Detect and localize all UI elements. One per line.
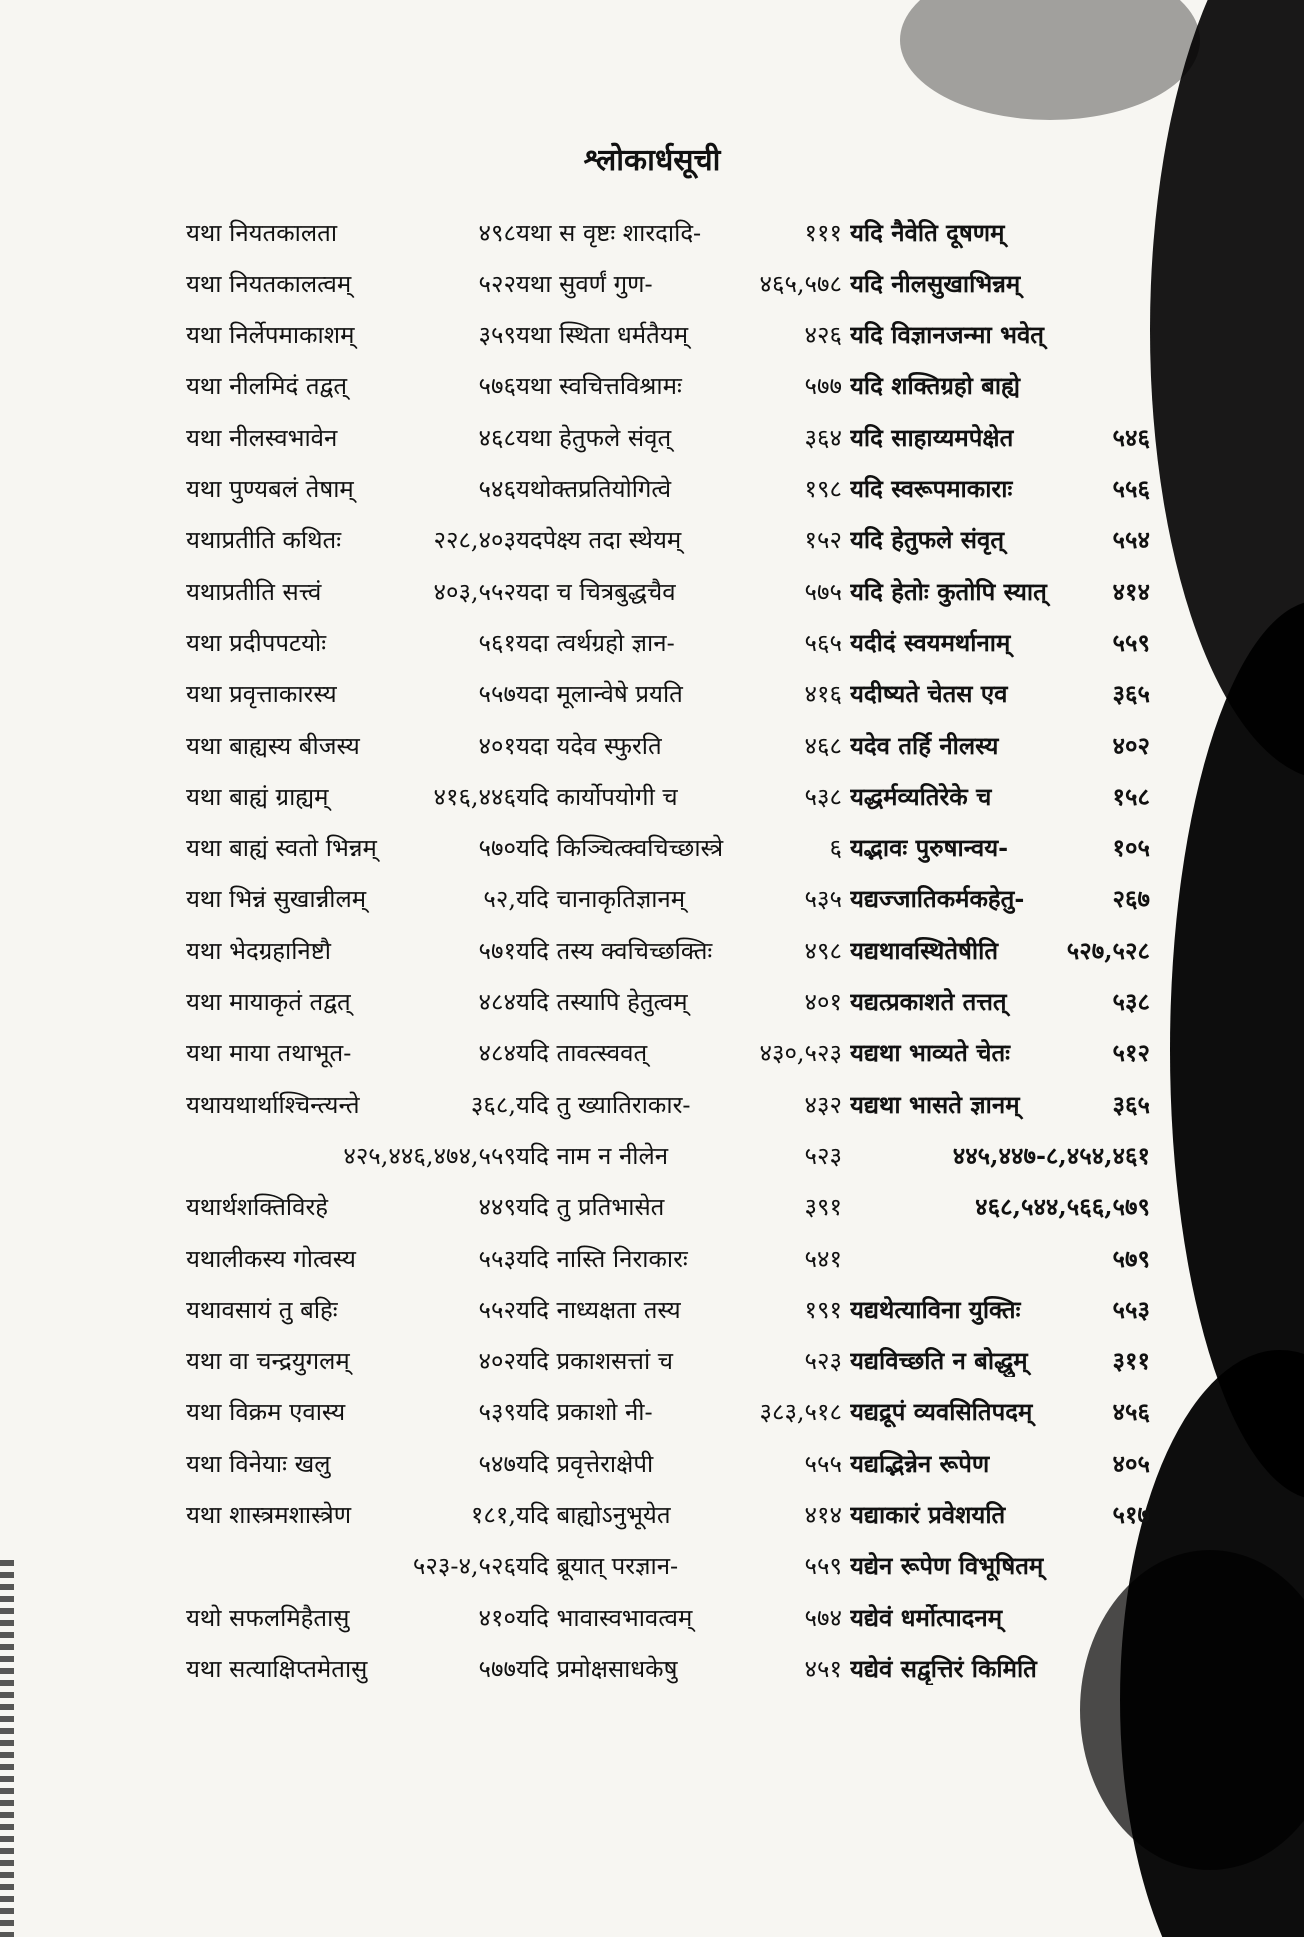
- scan-shadow: [900, 0, 1200, 120]
- entry-term: यद्येवं धर्मोत्पादनम्: [850, 1602, 1003, 1632]
- entry-page-number: ४५१: [804, 1654, 842, 1683]
- index-entry: [516, 1493, 842, 1537]
- entry-term: यदि नीलसुखाभिन्नम्: [850, 268, 1021, 298]
- entry-term: यद्यज्जातिकर्मकहेतु-: [850, 884, 1025, 914]
- entry-term: यथोक्तप्रतियोगित्वे: [516, 475, 672, 503]
- index-entry: [850, 467, 1150, 511]
- index-entry: [850, 1595, 1150, 1639]
- entry-term: यथा स वृष्टः शारदादि-: [516, 218, 702, 247]
- entry-page-number: ४४९: [478, 1193, 516, 1222]
- entry-page-number: ६: [829, 834, 842, 863]
- entry-page-number: १५८: [1112, 781, 1150, 811]
- entry-page-number: ४१४: [804, 1501, 842, 1529]
- index-entry: [516, 210, 842, 254]
- entry-page-number: ५५९: [1112, 627, 1150, 657]
- index-entry: [850, 620, 1150, 664]
- entry-page-number: ५२७,५२८: [1066, 935, 1150, 965]
- entry-term: यदि हेतोः कुतोपि स्यात्: [850, 576, 1047, 606]
- index-entry: [516, 1441, 842, 1485]
- entry-term: यथा भेदग्रहानिष्टौ: [186, 936, 331, 965]
- entry-term: यद्भावः पुरुषान्वय-: [850, 833, 1009, 863]
- index-entry: [186, 980, 516, 1024]
- entry-page-number: १११: [804, 218, 842, 247]
- entry-term: यदा यदेव स्फुरति: [516, 731, 662, 760]
- entry-page-number: ५५३: [478, 1244, 516, 1273]
- entry-page-number: १९१: [804, 1295, 842, 1324]
- index-entry: [850, 1339, 1150, 1383]
- index-entry: [850, 569, 1150, 613]
- index-entry: [850, 1390, 1150, 1434]
- entry-term: यदि तु ख्यातिराकार-: [516, 1090, 691, 1119]
- entry-term: यदि तावत्स्ववत्: [516, 1039, 648, 1068]
- entry-page-number: १०५: [1112, 833, 1150, 863]
- entry-page-number: ५३९: [478, 1398, 516, 1427]
- index-entry: [186, 210, 516, 254]
- index-entry: [516, 928, 842, 972]
- entry-page-number: ४३०,५२३: [759, 1039, 842, 1068]
- index-entry: [516, 1287, 842, 1331]
- entry-term: यद्यथा भासते ज्ञानम्: [850, 1089, 1020, 1119]
- entry-page-number: ५४७: [478, 1449, 516, 1478]
- entry-page-number: ४८४: [478, 988, 516, 1016]
- entry-page-number: ५७९: [1112, 1243, 1150, 1273]
- entry-term: यदि नाध्यक्षता तस्य: [516, 1295, 681, 1324]
- index-entry: [516, 1185, 842, 1229]
- entry-page-number: ५१२: [1112, 1038, 1150, 1068]
- index-entry: [850, 261, 1150, 305]
- scan-edge: [0, 1560, 14, 1937]
- entry-page-number: ५५२: [478, 1295, 516, 1324]
- index-entry: [186, 518, 516, 562]
- entry-term: यदि भावास्वभावत्वम्: [516, 1603, 693, 1632]
- entry-term: यथा वा चन्द्रयुगलम्: [186, 1347, 350, 1376]
- index-entry: [516, 620, 842, 664]
- entry-page-number: ४४५,४४७-८,४५४,४६१: [952, 1140, 1150, 1170]
- index-entry: [516, 877, 842, 921]
- index-entry: [850, 826, 1150, 870]
- index-entry: [186, 723, 516, 767]
- entry-page-number: ३११: [1112, 1346, 1150, 1376]
- entry-page-number: ५५५: [804, 1449, 842, 1478]
- entry-page-number: ४३२: [804, 1090, 842, 1119]
- index-entry: [516, 569, 842, 613]
- entry-term: यदि कार्योपयोगी च: [516, 782, 678, 811]
- entry-page-number: ४०३,५५२: [433, 577, 516, 606]
- index-entry: [850, 518, 1150, 562]
- entry-page-number: ५२३: [804, 1347, 842, 1376]
- entry-page-number: ४२५,४४६,४७४,५५९: [343, 1141, 516, 1170]
- entry-term: यदा मूलान्वेषे प्रयति: [516, 680, 683, 709]
- entry-term: यथा प्रवृत्ताकारस्य: [186, 680, 337, 709]
- index-entry: [186, 1493, 516, 1537]
- index-entry: [186, 1339, 516, 1383]
- index-entry: [186, 415, 516, 459]
- index-entry: [186, 826, 516, 870]
- index-entry: [516, 1646, 842, 1690]
- entry-page-number: ४०१: [804, 988, 842, 1016]
- index-entry: [186, 620, 516, 664]
- page-title: श्लोकार्धसूची: [583, 143, 721, 178]
- index-entry: [850, 313, 1150, 357]
- index-entry: [186, 261, 516, 305]
- index-entry: [850, 980, 1150, 1024]
- entry-page-number: ५५४: [1112, 525, 1150, 555]
- entry-page-number: ३६८,: [470, 1090, 516, 1119]
- entry-page-number: ५५७: [478, 680, 516, 709]
- index-entry: [516, 980, 842, 1024]
- entry-term: यद्यविच्छति न बोद्धुम्: [850, 1346, 1028, 1376]
- index-entry: [186, 467, 516, 511]
- entry-page-number: ५५३: [1112, 1294, 1150, 1324]
- entry-page-number: ५५६: [1112, 474, 1150, 503]
- entry-term: यद्यथावस्थितेषीति: [850, 935, 999, 965]
- index-entry: [850, 1441, 1150, 1485]
- index-entry: [516, 261, 842, 305]
- index-entry: [186, 1390, 516, 1434]
- entry-term: यदि किञ्चित्क्वचिच्छास्त्रे: [516, 834, 724, 863]
- entry-term: यदि हेतुफले संवृत्: [850, 525, 1005, 555]
- entry-page-number: ५३८: [804, 782, 842, 811]
- entry-term: यथा स्वचित्तविश्रामः: [516, 372, 682, 401]
- index-entry: [186, 1441, 516, 1485]
- index-entry: [850, 1236, 1150, 1280]
- index-entry: [186, 1287, 516, 1331]
- entry-term: यथा सुवर्णं गुण-: [516, 269, 653, 298]
- entry-term: यदि विज्ञानजन्मा भवेत्: [850, 320, 1044, 350]
- entry-term: यथा बाह्यस्य बीजस्य: [186, 731, 360, 760]
- index-entry: [516, 1390, 842, 1434]
- entry-term: यद्यद्भिन्नेन रूपेण: [850, 1448, 990, 1478]
- entry-term: यथा विक्रम एवास्य: [186, 1398, 346, 1427]
- entry-page-number: ५७०: [478, 834, 516, 863]
- index-entry: [850, 672, 1150, 716]
- entry-page-number: ४१०: [478, 1603, 516, 1632]
- entry-term: यथा बाह्यं स्वतो भिन्नम्: [186, 834, 377, 863]
- entry-page-number: ५७४: [804, 1603, 842, 1632]
- entry-term: यथा माया तथाभूत-: [186, 1039, 352, 1068]
- entry-page-number: ५७७: [478, 1654, 516, 1683]
- entry-term: यदि साहाय्यमपेक्षेत: [850, 422, 1014, 452]
- index-entry: [850, 1031, 1150, 1075]
- entry-term: यथालीकस्य गोत्वस्य: [186, 1244, 356, 1273]
- entry-term: यदीदं स्वयमर्थानाम्: [850, 627, 1011, 657]
- index-entry: [850, 774, 1150, 818]
- entry-page-number: ५६५: [804, 628, 842, 657]
- index-entry: [186, 1185, 516, 1229]
- entry-term: यथा नीलस्वभावेन: [186, 423, 338, 452]
- index-entry: [850, 415, 1150, 459]
- index-entry: [516, 1133, 842, 1177]
- entry-term: यदा त्वर्थग्रहो ज्ञान-: [516, 628, 675, 657]
- entry-term: यथा निर्लेपमाकाशम्: [186, 321, 355, 350]
- entry-page-number: ५२३: [804, 1141, 842, 1170]
- entry-page-number: ५५९: [804, 1552, 842, 1581]
- entry-page-number: ५७७: [804, 372, 842, 401]
- entry-term: यद्यद्रूपं व्यवसितिपदम्: [850, 1397, 1033, 1427]
- index-entry: [186, 928, 516, 972]
- entry-page-number: ४५६: [1112, 1397, 1150, 1427]
- index-entry: [850, 364, 1150, 408]
- entry-term: यद्यथेत्याविना युक्तिः: [850, 1294, 1021, 1324]
- index-entry: [186, 1082, 516, 1126]
- entry-page-number: ४६८,५४४,५६६,५७९: [975, 1192, 1150, 1222]
- entry-term: यथा मायाकृतं तद्वत्: [186, 988, 351, 1016]
- index-entry: [186, 1133, 516, 1177]
- entry-term: यदेव तर्हि नीलस्य: [850, 730, 999, 760]
- index-entry: [186, 1544, 516, 1588]
- entry-page-number: ५४६: [478, 475, 516, 503]
- entry-term: यदि तस्य क्वचिच्छक्तिः: [516, 936, 713, 965]
- index-entry: [516, 723, 842, 767]
- entry-term: यदा च चित्रबुद्धचैव: [516, 577, 676, 606]
- entry-term: यदि ब्रूयात् परज्ञान-: [516, 1552, 679, 1581]
- entry-term: यथा हेतुफले संवृत्: [516, 423, 672, 452]
- entry-page-number: ४०१: [478, 731, 516, 760]
- entry-page-number: ५१७: [1112, 1500, 1150, 1529]
- entry-term: यद्येवं सद्वृत्तिरं किमिति: [850, 1653, 1037, 1683]
- index-entry: [186, 877, 516, 921]
- entry-term: यथो सफलमिहैतासु: [186, 1603, 350, 1632]
- index-entry: [516, 1595, 842, 1639]
- index-entry: [516, 1236, 842, 1280]
- entry-term: यदि प्रकाशो नी-: [516, 1398, 653, 1427]
- entry-page-number: ४१४: [1112, 576, 1150, 606]
- entry-page-number: ५३८: [1112, 987, 1150, 1016]
- index-entry: [850, 1544, 1150, 1588]
- entry-page-number: ५३५: [804, 885, 842, 914]
- entry-term: यद्यथा भाव्यते चेतः: [850, 1038, 1010, 1068]
- entry-page-number: ३६५: [1112, 679, 1150, 709]
- index-entry: [850, 1493, 1150, 1537]
- index-entry: [516, 364, 842, 408]
- entry-term: यथा स्थिता धर्मतैयम्: [516, 321, 689, 350]
- index-entry: [186, 313, 516, 357]
- entry-page-number: ५७१: [478, 936, 516, 965]
- entry-page-number: ५४१: [804, 1244, 842, 1273]
- entry-page-number: ४०५: [1112, 1448, 1150, 1478]
- entry-page-number: ५२,: [483, 885, 516, 914]
- index-entry: [516, 1544, 842, 1588]
- entry-page-number: १९८: [804, 475, 842, 503]
- entry-term: यथा सत्याक्षिप्तमेतासु: [186, 1654, 368, 1683]
- entry-term: यदि नाम न नीलेन: [516, 1141, 669, 1170]
- index-entry: [850, 1082, 1150, 1126]
- entry-term: यथाप्रतीति कथितः: [186, 526, 342, 555]
- entry-term: यदि तु प्रतिभासेत: [516, 1193, 665, 1222]
- entry-term: यथा नियतकालता: [186, 218, 338, 247]
- index-entry: [516, 1339, 842, 1383]
- entry-term: यथा प्रदीपपटयोः: [186, 628, 327, 657]
- entry-page-number: १८१,: [470, 1501, 516, 1529]
- entry-term: यदि तस्यापि हेतुत्वम्: [516, 988, 688, 1016]
- index-entry: [516, 826, 842, 870]
- entry-page-number: ५४६: [1112, 422, 1150, 452]
- entry-term: यदीष्यते चेतस एव: [850, 679, 1008, 709]
- entry-page-number: २२८,४०३: [433, 526, 516, 555]
- entry-page-number: ४१६,४४६: [433, 782, 516, 811]
- entry-term: यदि प्रमोक्षसाधकेषु: [516, 1654, 678, 1683]
- entry-term: यद्यत्प्रकाशते तत्तत्: [850, 987, 1007, 1016]
- entry-term: यदि स्वरूपमाकाराः: [850, 474, 1013, 503]
- entry-term: यथायथार्थाश्चिन्त्यन्ते: [186, 1090, 360, 1119]
- entry-term: यदि प्रवृत्तेराक्षेपी: [516, 1449, 654, 1478]
- index-entry: [850, 1287, 1150, 1331]
- entry-term: यथा भिन्नं सुखान्नीलम्: [186, 885, 367, 914]
- entry-page-number: ४८४: [478, 1039, 516, 1068]
- entry-page-number: ४६५,५७८: [759, 269, 842, 298]
- index-entry: [850, 1185, 1150, 1229]
- entry-term: यद्याकारं प्रवेशयति: [850, 1500, 1006, 1529]
- entry-page-number: ५६१: [478, 628, 516, 657]
- entry-page-number: ३६५: [1112, 1089, 1150, 1119]
- entry-page-number: ४०२: [1112, 730, 1150, 760]
- index-entry: [850, 928, 1150, 972]
- entry-term: यदि नास्ति निराकारः: [516, 1244, 688, 1273]
- entry-term: यद्येन रूपेण विभूषितम्: [850, 1551, 1044, 1581]
- index-entry: [850, 1133, 1150, 1177]
- entry-page-number: ३८३,५१८: [759, 1398, 842, 1427]
- entry-term: यदि प्रकाशसत्तां च: [516, 1347, 674, 1376]
- index-entry: [516, 467, 842, 511]
- entry-term: यदि शक्तिग्रहो बाह्ये: [850, 371, 1020, 401]
- index-entry: [850, 877, 1150, 921]
- entry-term: यथार्थशक्तिविरहे: [186, 1193, 329, 1222]
- entry-page-number: ४९८: [478, 218, 516, 247]
- entry-term: यदि बाह्योऽनुभूयेत: [516, 1501, 671, 1529]
- index-entry: [850, 210, 1150, 254]
- entry-term: यदि चानाकृतिज्ञानम्: [516, 885, 686, 914]
- entry-term: यथा नीलमिदं तद्वत्: [186, 372, 348, 401]
- index-entry: [186, 364, 516, 408]
- index-entry: [516, 313, 842, 357]
- entry-page-number: ३६४: [804, 423, 842, 452]
- index-entry: [516, 1031, 842, 1075]
- entry-term: यथाप्रतीति सत्त्वं: [186, 577, 322, 606]
- entry-page-number: १५२: [804, 526, 842, 555]
- entry-page-number: ४२६: [804, 321, 842, 350]
- index-entry: [186, 1031, 516, 1075]
- index-entry: [516, 518, 842, 562]
- entry-term: यदपेक्ष्य तदा स्थेयम्: [516, 526, 682, 555]
- entry-page-number: ४०२: [478, 1347, 516, 1376]
- entry-term: यथा विनेयाः खलु: [186, 1449, 331, 1478]
- index-entry: [186, 569, 516, 613]
- entry-term: यथा पुण्यबलं तेषाम्: [186, 475, 354, 503]
- entry-term: यथा शास्त्रमशास्त्रेण: [186, 1501, 352, 1529]
- index-entry: [850, 723, 1150, 767]
- entry-page-number: ५२३-४,५२६: [412, 1552, 516, 1581]
- index-entry: [850, 1646, 1150, 1690]
- entry-term: यदि नैवेति दूषणम्: [850, 217, 1005, 247]
- index-entry: [516, 774, 842, 818]
- entry-page-number: ५७६: [478, 372, 516, 401]
- entry-page-number: ४९८: [804, 936, 842, 965]
- entry-page-number: ४१६: [804, 680, 842, 709]
- entry-page-number: २६७: [1112, 884, 1150, 914]
- index-entry: [516, 672, 842, 716]
- index-entry: [186, 1595, 516, 1639]
- index-entry: [516, 1082, 842, 1126]
- entry-term: यथा नियतकालत्वम्: [186, 269, 352, 298]
- index-entry: [516, 415, 842, 459]
- entry-term: यथावसायं तु बहिः: [186, 1295, 338, 1324]
- entry-page-number: ३९१: [804, 1193, 842, 1222]
- entry-page-number: ५२२: [478, 269, 516, 298]
- entry-page-number: ५७५: [804, 577, 842, 606]
- entry-page-number: ४६८: [478, 423, 516, 452]
- entry-page-number: ४६८: [804, 731, 842, 760]
- entry-page-number: ३५९: [478, 321, 516, 350]
- entry-term: यद्धर्मव्यतिरेके च: [850, 781, 992, 811]
- index-entry: [186, 1646, 516, 1690]
- entry-term: यथा बाह्यं ग्राह्यम्: [186, 782, 329, 811]
- index-entry: [186, 774, 516, 818]
- index-entry: [186, 1236, 516, 1280]
- index-entry: [186, 672, 516, 716]
